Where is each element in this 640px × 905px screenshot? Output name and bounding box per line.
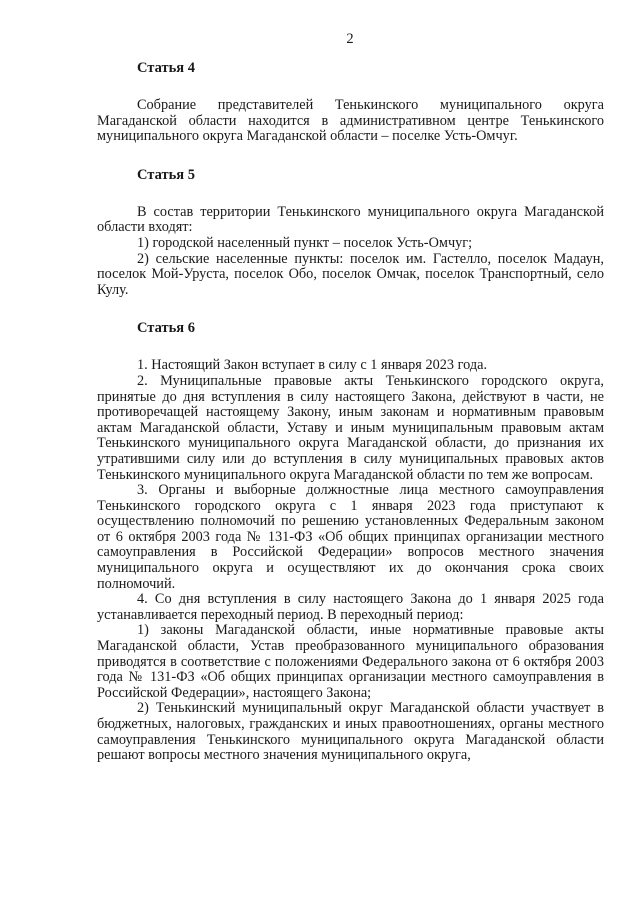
article-5-paragraph: В состав территории Тенькинского муниципального округа Магаданской области входят: bbox=[97, 203, 604, 236]
article-5-item-2: 2) сельские населенные пункты: поселок им. Гастелло, поселок Мадаун, поселок Мой-Уруста, поселок Обо, поселок Омчак, поселок Транспортный, село Кулу. bbox=[97, 250, 604, 298]
article-6-clause-3: 3. Органы и выборные должностные лица местного самоуправления Тенькинского городского округа с 1 января 2023 года приступают к осуществлению полномочий по решению установленных Федеральным законом от 6 октября 2003 года № 131-ФЗ «Об общих принципах организации местного самоуправления в Российской Федерации» вопросов местного значения муниципального округа и осуществляют их до окончания срока своих полномочий. bbox=[97, 482, 604, 592]
article-6-clause-2: 2. Муниципальные правовые акты Тенькинского городского округа, принятые до дня вступления в силу настоящего Закона, действуют в части, не противоречащей настоящему Закону, иным законам и нормативным правовым актам Магаданской области, Уставу и иным муниципальным правовым актам Тенькинского муниципального округа Магаданской области, до признания их утратившими силу или до вступления в силу муниципальных правовых актов Тенькинского муниципального округа Магаданской области по тем же вопросам. bbox=[97, 372, 604, 483]
article-4-paragraph: Собрание представителей Тенькинского муниципального округа Магаданской области находится в административном центре Тенькинского муниципального округа Магаданской области – поселке Усть-Омчуг. bbox=[97, 97, 604, 145]
article-6-clause-1: 1. Настоящий Закон вступает в силу с 1 января 2023 года. bbox=[137, 357, 488, 374]
document-body bbox=[97, 60, 604, 764]
article-6-clause-4: 4. Со дня вступления в силу настоящего Закона до 1 января 2025 года устанавливается переходный период. В переходный период: bbox=[97, 591, 604, 623]
article-6-clause-4-item-1: 1) законы Магаданской области, иные нормативные правовые акты Магаданской области, Устав преобразованного муниципального образования приводятся в соответствие с положениями Федерального закона от 6 октября 2003 года № 131-ФЗ «Об общих принципах организации местного самоуправления в Российской Федерации», настоящего Закона; bbox=[97, 622, 604, 701]
article-6-clause-4-item-2: 2) Тенькинский муниципальный округ Магаданской области участвует в бюджетных, налоговых, гражданских и иных правоотношениях, органы местного самоуправления Тенькинского муниципального округа Магаданской области решают вопросы местного значения муниципального округа, bbox=[97, 700, 604, 764]
article-5-item-1: 1) городской населенный пункт – поселок Усть-Омчуг; bbox=[137, 234, 473, 251]
page-number: 2 bbox=[346, 31, 354, 47]
article-5-heading: Статья 5 bbox=[137, 166, 195, 183]
article-6-heading: Статья 6 bbox=[137, 320, 195, 337]
article-4-heading: Статья 4 bbox=[137, 60, 195, 76]
